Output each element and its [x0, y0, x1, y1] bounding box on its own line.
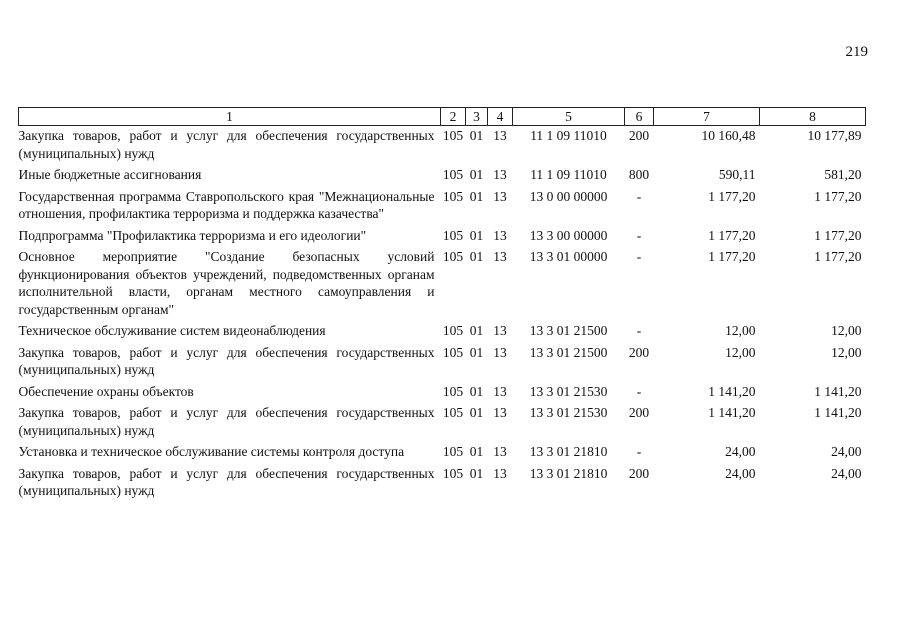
- row-code-3-cell: 01: [469, 383, 484, 399]
- row-code-2-cell: 105: [442, 465, 464, 481]
- row-target-code-cell: 11 1 09 11010: [530, 128, 607, 143]
- row-code-2-cell: 105: [442, 444, 464, 459]
- row-code-4-cell: 13: [493, 323, 507, 338]
- row-amount-1-cell: 590,11: [718, 167, 756, 182]
- row-name-cell: Государственная программа Ставропольского края "Межнациональные отношения, профилактика терроризма и поддержка казачества": [18, 188, 435, 221]
- row-code-4-cell: 13: [493, 227, 507, 243]
- row-target-code-cell: 13 3 01 21500: [529, 344, 608, 360]
- header-row: [19, 108, 866, 126]
- column-header-5: 5: [513, 108, 625, 126]
- row-amount-1-cell: 1 141,20: [708, 383, 756, 399]
- row-name-cell: Иные бюджетные ассигнования: [18, 167, 202, 182]
- row-code-3-cell: 01: [469, 323, 484, 338]
- row-code-2-cell: 105: [442, 249, 464, 264]
- row-code-3-cell: 01: [469, 227, 484, 243]
- row-code-4-cell: 13: [493, 167, 507, 182]
- row-amount-1-cell: 24,00: [725, 444, 756, 459]
- row-code-4-cell: 13: [493, 188, 507, 204]
- row-target-code-cell: 13 3 01 21530: [529, 405, 608, 420]
- row-code-4-cell: 13: [493, 344, 507, 360]
- row-target-code-cell: 13 3 00 00000: [529, 227, 608, 243]
- row-expense-type-cell: 200: [628, 344, 650, 360]
- row-name-cell: Закупка товаров, работ и услуг для обеспечения государственных (муниципальных) нужд: [18, 344, 435, 377]
- table-row: [19, 321, 866, 343]
- table-row: [19, 403, 866, 442]
- row-code-4-cell: 13: [493, 383, 507, 399]
- row-expense-type-cell: -: [636, 444, 642, 459]
- table-body: [19, 126, 866, 503]
- budget-table: [18, 107, 866, 503]
- table-row: [19, 382, 866, 404]
- row-target-code-cell: 13 3 01 21810: [529, 444, 608, 459]
- row-name-cell: Обеспечение охраны объектов: [18, 383, 194, 399]
- row-code-3-cell: 01: [469, 344, 484, 360]
- row-amount-1-cell: 12,00: [725, 344, 756, 360]
- table-row: [19, 442, 866, 464]
- column-header-8: 8: [760, 108, 866, 126]
- column-header-4: 4: [488, 108, 513, 126]
- row-code-2-cell: 105: [442, 344, 464, 360]
- row-target-code-cell: 13 0 00 00000: [529, 188, 608, 204]
- row-code-4-cell: 13: [493, 249, 507, 264]
- row-expense-type-cell: 800: [628, 167, 650, 182]
- row-expense-type-cell: 200: [628, 128, 650, 143]
- row-amount-1-cell: 1 177,20: [708, 227, 756, 243]
- row-expense-type-cell: -: [636, 323, 642, 338]
- row-code-2-cell: 105: [442, 167, 464, 182]
- row-name-cell: Основное мероприятие "Создание безопасных условий функционирования объектов учреждений, подведомственных органам исполнительной власти, органам местного самоуправления и государственным органам": [18, 249, 435, 317]
- column-header-3: 3: [466, 108, 488, 126]
- row-target-code-cell: 13 3 01 21810: [529, 465, 608, 481]
- row-code-4-cell: 13: [493, 444, 507, 459]
- column-header-2: 2: [441, 108, 466, 126]
- row-code-3-cell: 01: [469, 249, 484, 264]
- row-amount-2-cell: 10 177,89: [807, 128, 862, 143]
- row-name-cell: Закупка товаров, работ и услуг для обеспечения государственных (муниципальных) нужд: [18, 465, 435, 498]
- row-code-3-cell: 01: [469, 188, 484, 204]
- row-amount-2-cell: 1 141,20: [814, 405, 862, 420]
- row-amount-2-cell: 24,00: [831, 465, 862, 481]
- row-code-3-cell: 01: [469, 444, 484, 459]
- row-amount-1-cell: 10 160,48: [701, 128, 756, 143]
- row-code-2-cell: 105: [442, 383, 464, 399]
- row-amount-1-cell: 12,00: [725, 323, 756, 338]
- row-code-4-cell: 13: [493, 128, 507, 143]
- row-amount-2-cell: 12,00: [831, 323, 862, 338]
- row-amount-2-cell: 1 141,20: [814, 383, 862, 399]
- row-expense-type-cell: -: [636, 383, 642, 399]
- row-amount-1-cell: 1 177,20: [708, 188, 756, 204]
- row-code-3-cell: 01: [469, 465, 484, 481]
- table-row: [19, 165, 866, 187]
- row-code-3-cell: 01: [469, 405, 484, 420]
- table-row: [19, 247, 866, 321]
- row-target-code-cell: 11 1 09 11010: [530, 167, 607, 182]
- column-header-7: 7: [654, 108, 760, 126]
- row-amount-2-cell: 1 177,20: [814, 188, 862, 204]
- row-code-2-cell: 105: [442, 188, 464, 204]
- row-target-code-cell: 13 3 01 21500: [529, 323, 608, 338]
- row-code-2-cell: 105: [442, 128, 464, 143]
- row-expense-type-cell: 200: [628, 405, 650, 420]
- row-expense-type-cell: -: [636, 249, 642, 264]
- row-code-4-cell: 13: [493, 465, 507, 481]
- column-header-1: 1: [19, 108, 441, 126]
- row-code-2-cell: 105: [442, 227, 464, 243]
- row-amount-2-cell: 24,00: [831, 444, 862, 459]
- row-name-cell: Установка и техническое обслуживание системы контроля доступа: [18, 444, 405, 459]
- page-number: 219: [845, 44, 868, 60]
- row-code-2-cell: 105: [442, 323, 464, 338]
- row-target-code-cell: 13 3 01 00000: [529, 249, 608, 264]
- row-name-cell: Закупка товаров, работ и услуг для обеспечения государственных (муниципальных) нужд: [18, 405, 435, 438]
- row-expense-type-cell: -: [636, 188, 642, 204]
- table-row: [19, 126, 866, 166]
- row-target-code-cell: 13 3 01 21530: [529, 383, 608, 399]
- row-name-cell: Подпрограмма "Профилактика терроризма и его идеологии": [18, 227, 367, 243]
- table-row: [19, 187, 866, 226]
- row-amount-2-cell: 581,20: [824, 167, 862, 182]
- row-expense-type-cell: -: [636, 227, 642, 243]
- row-code-4-cell: 13: [493, 405, 507, 420]
- table-row: [19, 464, 866, 503]
- column-header-6: 6: [625, 108, 654, 126]
- row-code-3-cell: 01: [469, 128, 484, 143]
- table-row: [19, 226, 866, 248]
- row-amount-2-cell: 1 177,20: [814, 227, 862, 243]
- row-name-cell: Техническое обслуживание систем видеонаблюдения: [18, 323, 326, 338]
- row-amount-1-cell: 24,00: [725, 465, 756, 481]
- table-row: [19, 343, 866, 382]
- row-amount-2-cell: 12,00: [831, 344, 862, 360]
- row-amount-2-cell: 1 177,20: [814, 249, 862, 264]
- row-expense-type-cell: 200: [628, 465, 650, 481]
- row-code-2-cell: 105: [442, 405, 464, 420]
- row-amount-1-cell: 1 177,20: [708, 249, 756, 264]
- row-name-cell: Закупка товаров, работ и услуг для обеспечения государственных (муниципальных) нужд: [18, 128, 435, 161]
- row-amount-1-cell: 1 141,20: [708, 405, 756, 420]
- row-code-3-cell: 01: [469, 167, 484, 182]
